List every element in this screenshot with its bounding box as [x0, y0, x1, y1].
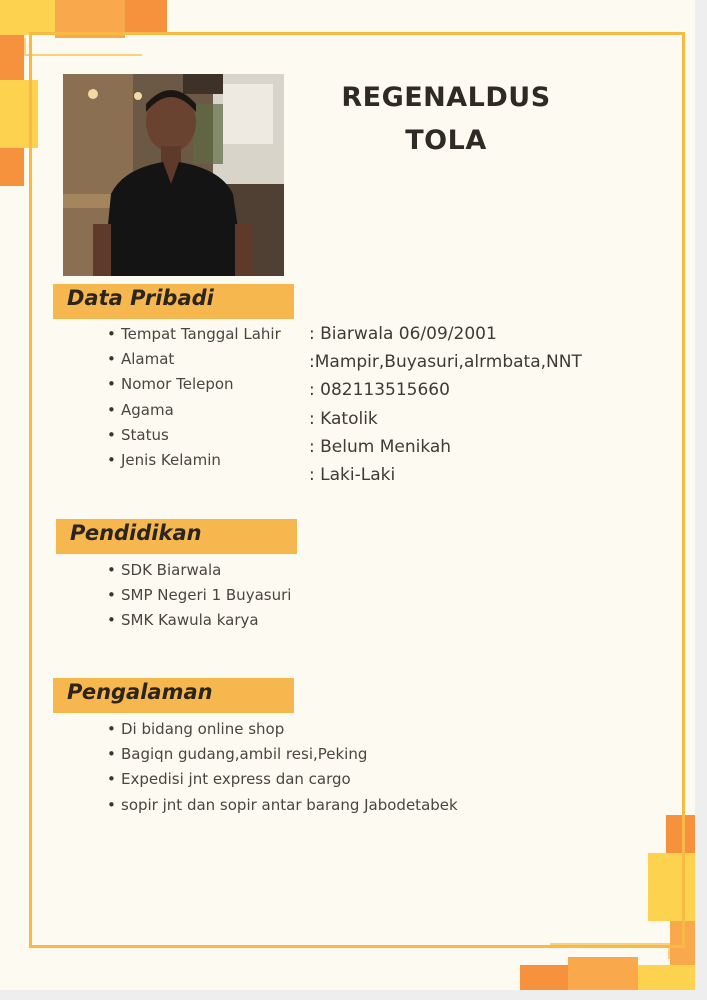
section-title: Pengalaman	[67, 680, 213, 704]
list-item: • Tempat Tanggal Lahir	[107, 322, 281, 347]
list-item: • Agama	[107, 398, 281, 423]
value-item: : Belum Menikah	[309, 436, 452, 457]
full-name	[316, 76, 576, 162]
list-item: • Jenis Kelamin	[107, 448, 281, 473]
experience-list	[107, 717, 458, 818]
name-line-2: TOLA	[405, 125, 487, 156]
value-item: : 082113515660	[309, 380, 450, 401]
list-item: • Bagiqn gudang,ambil resi,Peking	[107, 742, 458, 767]
value-item: : Biarwala 06/09/2001	[309, 324, 497, 344]
personal-data-values	[309, 320, 582, 489]
list-item: • Di bidang online shop	[107, 717, 458, 742]
section-title: Data Pribadi	[67, 286, 214, 310]
list-item: • Alamat	[107, 347, 281, 372]
section-title: Pendidikan	[70, 521, 202, 545]
list-item: • SMP Negeri 1 Buyasuri	[107, 583, 291, 608]
list-item: • Expedisi jnt express dan cargo	[107, 767, 458, 792]
education-list	[107, 558, 291, 634]
section-header-pendidikan	[56, 519, 297, 554]
value-item: : Katolik	[309, 408, 378, 429]
value-item: : Laki-Laki	[309, 465, 396, 486]
list-item: • Status	[107, 423, 281, 448]
personal-data-labels	[107, 322, 281, 473]
list-item: • sopir jnt dan sopir antar barang Jabodetabek	[107, 793, 458, 818]
value-item: :Mampir,Buyasuri,alrmbata,NNT	[309, 352, 582, 373]
list-item: • Nomor Telepon	[107, 372, 281, 397]
list-item: • SDK Biarwala	[107, 558, 291, 583]
section-header-pengalaman	[53, 678, 294, 713]
section-header-data-pribadi	[53, 284, 294, 319]
profile-photo	[63, 74, 284, 276]
name-line-1: REGENALDUS	[341, 82, 551, 113]
list-item: • SMK Kawula karya	[107, 608, 291, 633]
